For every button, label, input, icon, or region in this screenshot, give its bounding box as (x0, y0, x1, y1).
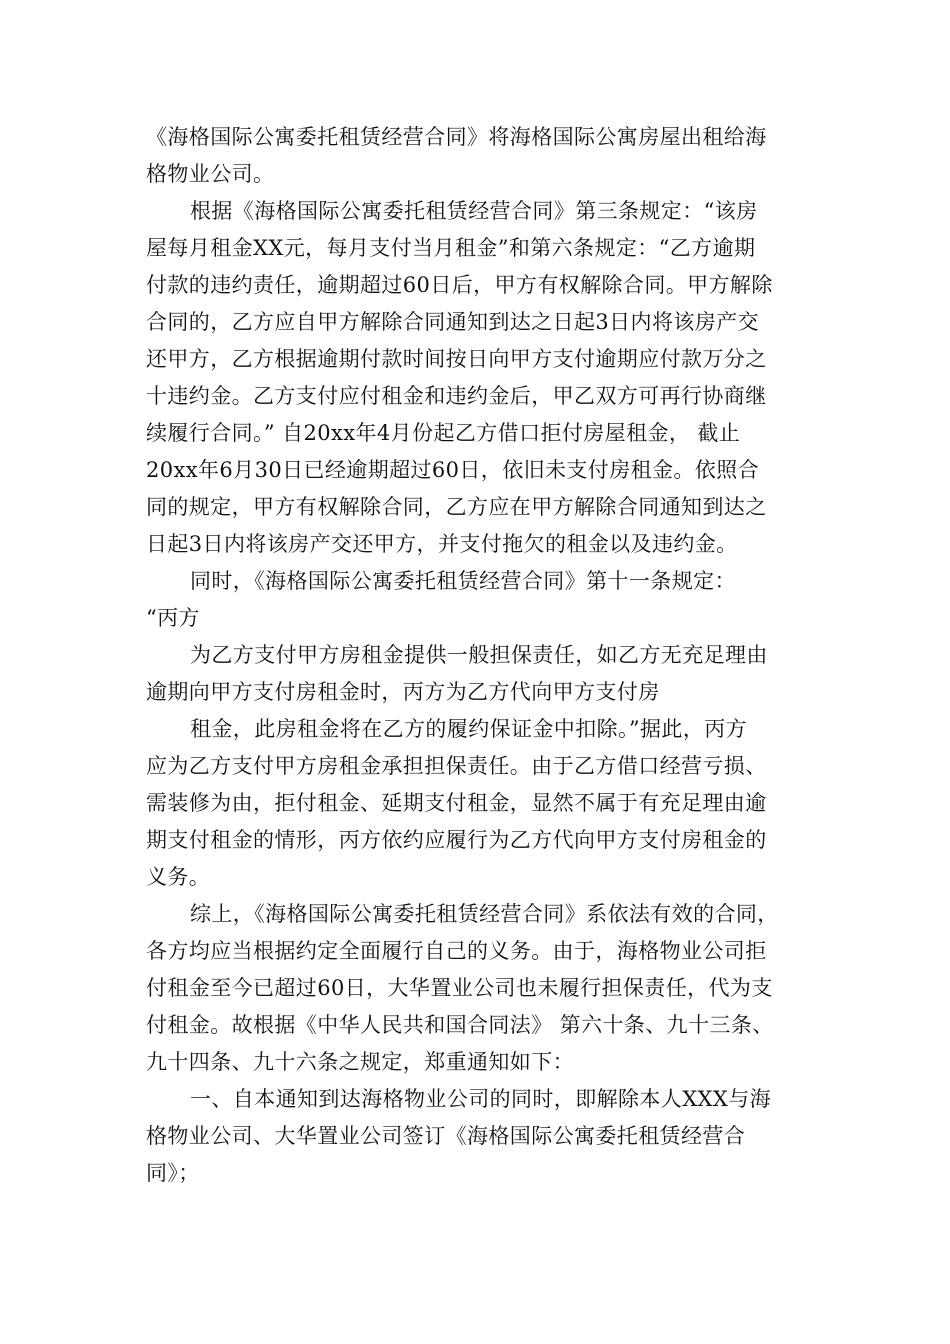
text-line: 应为乙方支付甲方房租金承担担保责任。由于乙方借口经营亏损、 (146, 754, 767, 778)
text-line: 逾期向甲方支付房租金时，丙方为乙方代向甲方支付房 (146, 680, 660, 704)
text-line: “丙方 (146, 606, 200, 630)
text-line: 为乙方支付甲方房租金提供一般担保责任，如乙方无充足理由 (190, 643, 768, 667)
text-line: 同》； (146, 1161, 200, 1185)
text-line: 各方均应当根据约定全面履行自己的义务。由于，海格物业公司拒 (146, 939, 767, 963)
text-line: 续履行合同。” 自20xx年4月份起乙方借口拒付房屋租金， 截止 (146, 421, 741, 445)
text-line: 屋每月租金XX元，每月支付当月租金”和第六条规定：“乙方逾期 (146, 236, 756, 260)
text-line: 格物业公司。 (146, 162, 275, 186)
text-line: 付租金。故根据《中华人民共和国合同法》 第六十条、九十三条、 (146, 1013, 774, 1037)
text-line: 还甲方，乙方根据逾期付款时间按日向甲方支付逾期应付款万分之 (146, 347, 767, 371)
text-line: 综上，《海格国际公寓委托租赁经营合同》系依法有效的合同， (190, 902, 779, 926)
text-line: 日起3日内将该房产交还甲方，并支付拖欠的租金以及违约金。 (146, 532, 738, 556)
text-line: 九十四条、九十六条之规定，郑重通知如下： (146, 1050, 574, 1074)
text-line: 《海格国际公寓委托租赁经营合同》将海格国际公寓房屋出租给海 (146, 125, 767, 149)
text-line: 同的规定，甲方有权解除合同，乙方应在甲方解除合同通知到达之 (146, 495, 767, 519)
text-line: 义务。 (146, 865, 211, 889)
text-line: 20xx年6月30日已经逾期超过60日，依旧未支付房租金。依照合 (146, 458, 760, 482)
text-line: 期支付租金的情形，丙方依约应履行为乙方代向甲方支付房租金的 (146, 828, 767, 852)
text-line: 付款的违约责任，逾期超过60日后，甲方有权解除合同。甲方解除 (146, 273, 773, 297)
text-line: 付租金至今已超过60日，大华置业公司也未履行担保责任，代为支 (146, 976, 773, 1000)
text-line: 一、自本通知到达海格物业公司的同时，即解除本人XXX与海 (190, 1087, 772, 1111)
text-line: 根据《海格国际公寓委托租赁经营合同》第三条规定：“该房 (190, 199, 758, 223)
text-line: 租金，此房租金将在乙方的履约保证金中扣除。”据此，丙方 (190, 717, 748, 741)
text-line: 十违约金。乙方支付应付租金和违约金后，甲乙双方可再行协商继 (146, 384, 767, 408)
text-line: 需装修为由，拒付租金、延期支付租金，显然不属于有充足理由逾 (146, 791, 767, 815)
text-line: 合同的，乙方应自甲方解除合同通知到达之日起3日内将该房产交 (146, 310, 759, 334)
text-line: 同时，《海格国际公寓委托租赁经营合同》第十一条规定： (190, 569, 736, 593)
document-body (146, 119, 826, 1192)
text-line: 格物业公司、大华置业公司签订《海格国际公寓委托租赁经营合 (146, 1124, 746, 1148)
